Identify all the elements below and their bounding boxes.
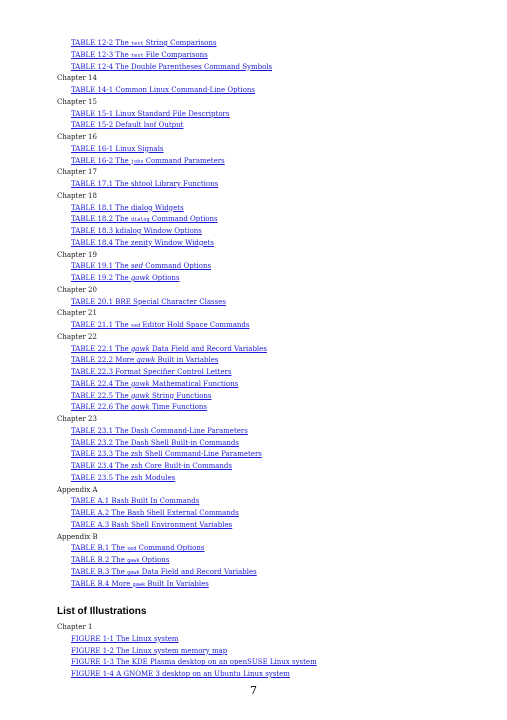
toc-link-text: String Comparisons: [143, 39, 217, 47]
toc-link-text: Options: [139, 556, 170, 564]
chapter-heading: Chapter 19: [57, 250, 97, 259]
toc-link-text: TABLE 14-1 Common Linux Command-Line Options: [71, 86, 256, 94]
toc-link-text: TABLE 23.3 The zsh Shell Command-Line Parameters: [71, 450, 262, 459]
toc-entry: [0, 261, 507, 273]
toc-link-text: TABLE A.3 Bash Shell Environment Variables: [71, 520, 233, 529]
toc-link[interactable]: [71, 462, 232, 470]
toc-link-text: TABLE 12-3 The: [71, 50, 131, 59]
toc-entry: [0, 496, 507, 508]
toc-entry: [0, 543, 507, 555]
toc-link[interactable]: [71, 239, 214, 247]
toc-entry: [0, 179, 507, 191]
toc-link[interactable]: [71, 392, 212, 400]
toc-link-text: TABLE 12-4 The Double Parentheses Command Symbols: [71, 62, 273, 71]
toc-link-text: String Functions: [149, 391, 212, 400]
toc-link-text: TABLE 18.3 kdialog Window Options: [71, 227, 202, 235]
toc-link[interactable]: [71, 556, 169, 564]
toc-link-text: FIGURE 1-3 The KDE Plasma desktop on an openSUSE Linux system: [71, 658, 317, 667]
toc-entry: [0, 473, 507, 485]
toc-link-em-text: sed: [130, 262, 144, 271]
toc-entry: [0, 238, 507, 250]
toc-link-text: Data Field and Record Variables: [149, 344, 267, 353]
toc-link[interactable]: [71, 345, 267, 353]
toc-link[interactable]: [71, 51, 208, 59]
toc-entry: [0, 62, 507, 74]
toc-link-em-text: gawk: [130, 391, 150, 400]
toc-entry: [0, 520, 507, 532]
toc-link-text: Command Parameters: [143, 156, 225, 165]
toc-entry: [0, 449, 507, 461]
toc-entry: [0, 50, 507, 62]
toc-link-text: TABLE 22.4 The: [71, 379, 131, 388]
toc-link-text: FIGURE 1-2 The Linux system memory map: [71, 646, 228, 655]
toc-link-em-text: gawk: [130, 403, 150, 412]
toc-link-text: TABLE 16-2 The: [71, 156, 131, 165]
toc-link-text: FIGURE 1-4 A GNOME 3 desktop on an Ubuntu Linux system: [71, 670, 290, 678]
chapter-heading: Chapter 18: [57, 191, 97, 200]
toc-entry: [0, 657, 507, 669]
toc-link-code-text: gawk: [132, 581, 146, 588]
toc-link[interactable]: [71, 497, 199, 505]
illustrations-heading: List of Illustrations: [57, 606, 147, 617]
toc-link-text: TABLE 22.6 The: [71, 403, 131, 412]
toc-link-em-text: gawk: [130, 344, 150, 353]
toc-link-text: TABLE B.4 More: [71, 579, 133, 588]
toc-entry: [0, 391, 507, 403]
toc-entry: [0, 646, 507, 658]
toc-link-text: File Comparisons: [143, 50, 208, 59]
toc-entry: [0, 402, 507, 414]
toc-link-text: TABLE 23.5 The zsh Modules: [71, 473, 176, 482]
toc-link-code-text: dialog: [130, 217, 150, 224]
toc-link[interactable]: [71, 380, 238, 388]
toc-link[interactable]: [71, 544, 204, 552]
toc-link-code-text: gawk: [127, 558, 140, 564]
toc-link-text: TABLE 19.1 The: [71, 262, 131, 271]
toc-entry: [0, 214, 507, 226]
toc-link-em-text: gawk: [136, 356, 156, 365]
toc-link[interactable]: [71, 262, 211, 270]
toc-entry: [0, 109, 507, 121]
toc-link-code-text: test: [130, 41, 144, 47]
chapter-heading: Chapter 15: [57, 97, 97, 106]
toc-entry: [0, 555, 507, 567]
toc-link[interactable]: [71, 439, 239, 447]
toc-entry: [0, 144, 507, 156]
toc-link[interactable]: [71, 658, 317, 666]
toc-link[interactable]: [71, 521, 232, 529]
chapter-heading: Appendix B: [57, 532, 98, 541]
toc-entry: [0, 120, 507, 132]
chapter-heading: Chapter 21: [57, 309, 97, 318]
toc-link[interactable]: [71, 450, 262, 458]
toc-link-text: Command Options: [149, 215, 218, 224]
toc-entry: [0, 203, 507, 215]
toc-link-code-text: jobs: [130, 158, 144, 165]
toc-link-text: TABLE A.2 The Bash Shell External Commands: [71, 509, 239, 517]
tables-list: [0, 38, 507, 590]
toc-link-text: Options: [149, 274, 180, 282]
chapter-heading: Chapter 20: [57, 285, 97, 294]
chapter-heading: Chapter 17: [57, 168, 97, 177]
toc-link-code-text: test: [130, 52, 144, 59]
toc-link-text: Mathematical Functions: [149, 379, 239, 388]
toc-link-text: Editor Hold Space Commands: [140, 321, 250, 329]
toc-entry: [0, 38, 507, 50]
toc-link-text: TABLE 12-2 The: [71, 39, 131, 47]
toc-link[interactable]: [71, 121, 183, 129]
toc-link[interactable]: [71, 580, 209, 588]
toc-entry: [0, 634, 507, 646]
toc-entry: [0, 426, 507, 438]
toc-link-text: TABLE 20.1 BRE Special Character Classes: [71, 297, 226, 306]
toc-link-code-text: sed: [127, 546, 137, 553]
toc-link-text: Command Options: [136, 544, 205, 553]
toc-entry: [0, 85, 507, 97]
toc-link[interactable]: [71, 427, 248, 435]
toc-link-text: TABLE 23.2 The Dash Shell Built-in Commands: [71, 438, 239, 447]
toc-entry: [0, 438, 507, 450]
toc-link[interactable]: [71, 274, 180, 282]
toc-entry: [0, 669, 507, 681]
toc-entry: [0, 226, 507, 238]
toc-link-code-text: sed: [130, 323, 141, 329]
toc-link[interactable]: [71, 157, 225, 165]
toc-link[interactable]: [71, 509, 239, 517]
chapter-heading: Chapter 23: [57, 415, 97, 423]
toc-link-text: TABLE 22.2 More: [71, 356, 137, 365]
toc-link[interactable]: [71, 474, 175, 482]
toc-entry: [0, 567, 507, 579]
toc-link[interactable]: [71, 647, 227, 655]
toc-link-text: Command Options: [143, 262, 212, 271]
toc-link-text: TABLE 18.1 The dialog Widgets: [71, 203, 184, 212]
toc-link[interactable]: [71, 568, 257, 576]
toc-link-text: Time Functions: [149, 403, 208, 412]
toc-link-text: Built in Variables: [155, 356, 219, 365]
chapter-heading: Chapter 1: [57, 623, 93, 631]
toc-entry: [0, 297, 507, 309]
toc-link-text: TABLE 23.4 The zsh Core Built-in Commands: [71, 462, 233, 470]
toc-entry: [0, 461, 507, 473]
chapter-heading: Appendix A: [57, 485, 98, 494]
toc-link-text: TABLE 23.1 The Dash Command-Line Parameters: [71, 426, 248, 435]
chapter-heading: Chapter 16: [57, 133, 97, 141]
toc-link[interactable]: [71, 298, 226, 306]
toc-link-text: TABLE 16-1 Linux Signals: [71, 144, 164, 153]
toc-link-text: TABLE 22.1 The: [71, 344, 131, 353]
toc-link[interactable]: [71, 227, 202, 235]
toc-link[interactable]: [71, 368, 232, 376]
toc-entry: [0, 508, 507, 520]
toc-entry: [0, 355, 507, 367]
chapter-heading: Chapter 14: [57, 74, 97, 83]
toc-entry: [0, 579, 507, 591]
toc-link-em-text: gawk: [130, 274, 150, 282]
toc-link[interactable]: [71, 145, 164, 153]
toc-link-text: TABLE 19.2 The: [71, 274, 131, 282]
toc-link-text: TABLE 15-1 Linux Standard File Descriptors: [71, 109, 230, 118]
toc-entry: [0, 156, 507, 168]
toc-link[interactable]: [71, 670, 290, 678]
toc-link[interactable]: [71, 356, 218, 364]
toc-entry: [0, 344, 507, 356]
toc-link[interactable]: [71, 635, 179, 643]
toc-link-text: TABLE 22.5 The: [71, 391, 131, 400]
illustrations-list: [0, 622, 507, 681]
toc-link-text: Built In Variables: [145, 579, 209, 588]
page-number: 7: [250, 684, 257, 697]
toc-link-text: TABLE 15-2 Default lsof Output: [71, 121, 184, 130]
toc-link-text: TABLE 18.4 The zenity Window Widgets: [71, 238, 214, 247]
toc-link[interactable]: [71, 321, 249, 329]
toc-link[interactable]: [71, 215, 218, 223]
toc-link-code-text: gawk: [127, 569, 140, 576]
toc-link[interactable]: [71, 204, 184, 212]
toc-link-text: TABLE A.1 Bash Built In Commands: [71, 497, 200, 506]
toc-link[interactable]: [71, 39, 216, 47]
toc-link[interactable]: [71, 63, 272, 71]
toc-link-text: TABLE 22.3 Format Specifier Control Letters: [71, 368, 232, 376]
toc-link[interactable]: [71, 403, 207, 411]
toc-link-text: Data Field and Record Variables: [139, 567, 257, 576]
toc-link[interactable]: [71, 86, 255, 94]
toc-link[interactable]: [71, 110, 230, 118]
toc-link-text: TABLE 18.2 The: [71, 215, 131, 224]
toc-entry: [0, 367, 507, 379]
toc-link-text: TABLE B.2 The: [71, 556, 128, 564]
toc-link-text: TABLE B.1 The: [71, 544, 128, 553]
toc-link-text: FIGURE 1-1 The Linux system: [71, 634, 179, 643]
toc-link-text: TABLE B.3 The: [71, 567, 128, 576]
toc-link-em-text: gawk: [130, 379, 150, 388]
chapter-heading: Chapter 22: [57, 332, 97, 341]
toc-entry: [0, 273, 507, 285]
toc-entry: [0, 379, 507, 391]
toc-link-text: TABLE 21.1 The: [71, 321, 131, 329]
toc-entry: [0, 320, 507, 332]
toc-link-text: TABLE 17.1 The shtool Library Functions: [71, 180, 219, 188]
toc-link[interactable]: [71, 180, 218, 188]
